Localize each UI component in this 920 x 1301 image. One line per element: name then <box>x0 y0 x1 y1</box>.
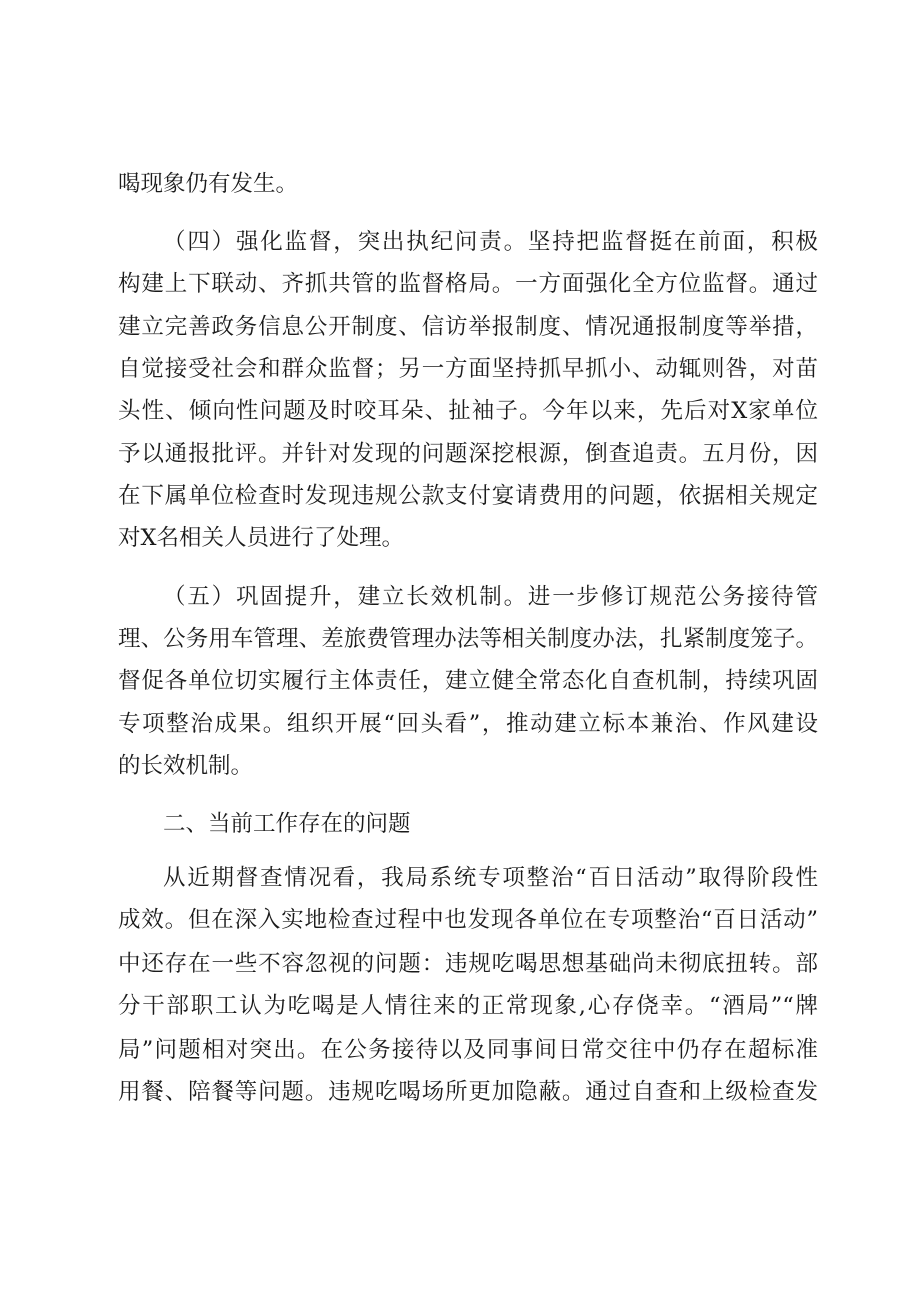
section-four-heading-line: （四）强化监督，突出执纪问责。坚持把监督挺在前面，积极 <box>163 229 818 255</box>
paragraph-line: 成效。但在深入实地检查过程中也发现各单位在专项整治“百日活动” <box>118 907 818 933</box>
paragraph-line: 的长效机制。 <box>118 753 254 779</box>
paragraph-line: 在下属单位检查时发现违规公款支付宴请费用的问题，依据相关规定 <box>118 483 818 509</box>
paragraph-line: 建立完善政务信息公开制度、信访举报制度、情况通报制度等举措， <box>118 314 818 340</box>
paragraph-line: 喝现象仍有发生。 <box>118 171 299 197</box>
paragraph-line: 头性、倾向性问题及时咬耳朵、扯袖子。今年以来，先后对X家单位 <box>118 398 818 424</box>
section-five-heading-line: （五）巩固提升，建立长效机制。进一步修订规范公务接待管 <box>163 584 818 610</box>
paragraph-line: 专项整治成果。组织开展“回头看”，推动建立标本兼治、作风建设 <box>118 711 818 737</box>
paragraph-line: 对X名相关人员进行了处理。 <box>118 525 405 551</box>
paragraph-line: 局”问题相对突出。在公务接待以及同事间日常交往中仍存在超标准 <box>118 1037 818 1063</box>
paragraph-line: 中还存在一些不容忽视的问题：违规吃喝思想基础尚未彻底扭转。部 <box>118 951 818 977</box>
paragraph-line: 督促各单位切实履行主体责任，建立健全常态化自查机制，持续巩固 <box>118 668 818 694</box>
paragraph-line: 理、公务用车管理、差旅费管理办法等相关制度办法，扎紧制度笼子。 <box>118 626 818 652</box>
paragraph-line: 用餐、陪餐等问题。违规吃喝场所更加隐蔽。通过自查和上级检查发 <box>118 1079 818 1105</box>
section-two-heading: 二、当前工作存在的问题 <box>163 811 411 837</box>
paragraph-line: 构建上下联动、齐抓共管的监督格局。一方面强化全方位监督。通过 <box>118 271 818 297</box>
paragraph-line: 从近期督查情况看，我局系统专项整治“百日活动”取得阶段性 <box>163 865 818 891</box>
paragraph-line: 予以通报批评。并针对发现的问题深挖根源，倒查追责。五月份，因 <box>118 441 818 467</box>
paragraph-line: 分干部职工认为吃喝是人情往来的正常现象,心存侥幸。“酒局”“牌 <box>118 993 818 1019</box>
paragraph-line: 自觉接受社会和群众监督；另一方面坚持抓早抓小、动辄则咎，对苗 <box>118 356 818 382</box>
